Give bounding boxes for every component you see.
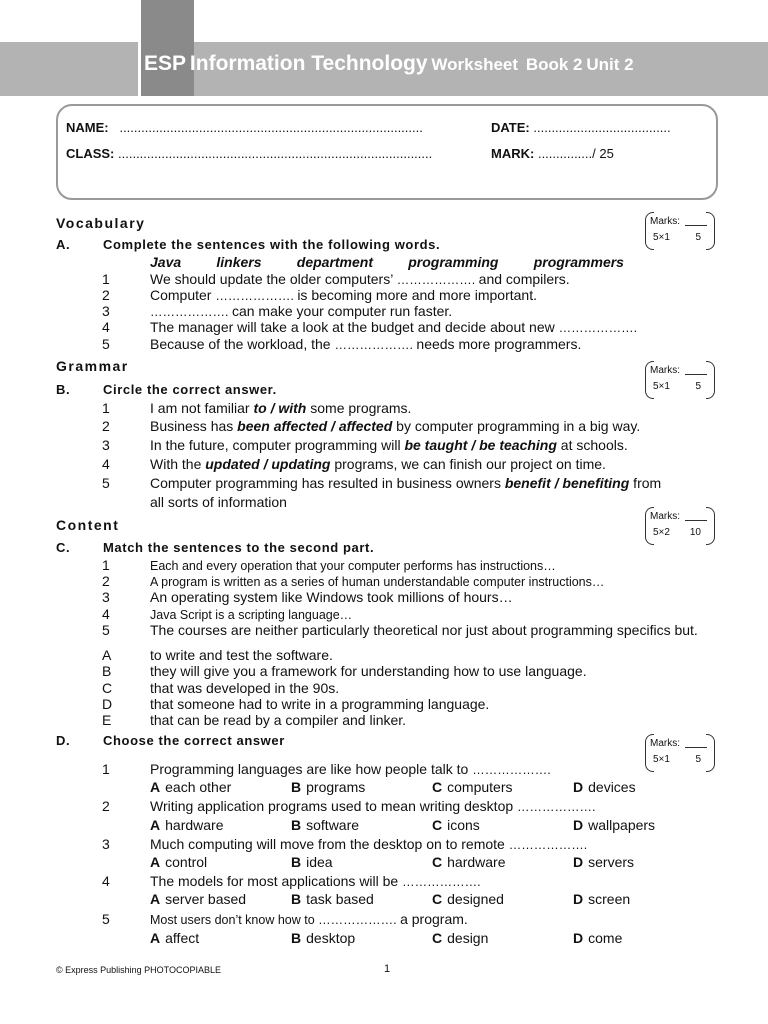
option-a[interactable]: A control <box>150 854 208 870</box>
grammar-item-5-continued: all sorts of information <box>150 494 287 510</box>
word-bank-item: department <box>296 254 373 270</box>
grammar-item[interactable]: 3 In the future, computer programming will be taught / be teaching at schools. <box>102 437 628 453</box>
marks-box-b: Marks: 5×1 5 <box>645 361 715 397</box>
vocab-item[interactable]: 5 Because of the workload, the ………………. needs more programmers. <box>102 336 582 352</box>
match-ending[interactable]: D that someone had to write in a programming language. <box>102 696 490 712</box>
option-b[interactable]: B software <box>291 817 360 833</box>
class-line[interactable]: CLASS: ....................................................................................... <box>66 146 433 161</box>
word-bank-item: Java <box>150 254 182 270</box>
grammar-item[interactable]: 5 Computer programming has resulted in business owners benefit / benefiting from <box>102 475 662 491</box>
vocab-item[interactable]: 4 The manager will take a look at the budget and decide about new ………………. <box>102 319 638 335</box>
name-line[interactable]: NAME: .................................................................................... <box>66 120 423 135</box>
answer-choice: benefit / benefiting <box>504 475 630 491</box>
option-c[interactable]: C design <box>432 930 489 946</box>
vocab-item[interactable]: 3 ………………. can make your computer run faster. <box>102 303 453 319</box>
grammar-heading: Grammar <box>56 358 129 374</box>
match-ending[interactable]: B they will give you a framework for understanding how to use language. <box>102 663 587 679</box>
word-bank-item: programming <box>408 254 499 270</box>
option-d[interactable]: D servers <box>573 854 635 870</box>
option-a[interactable]: A hardware <box>150 817 224 833</box>
vocabulary-heading: Vocabulary <box>56 215 146 231</box>
match-item[interactable]: 1 Each and every operation that your computer performs has instructions… <box>102 557 556 573</box>
marks-box-a: Marks: 5×1 5 <box>645 212 715 248</box>
word-bank-item: linkers <box>216 254 262 270</box>
option-d[interactable]: D screen <box>573 891 631 907</box>
task-b-instruction: B. Circle the correct answer. <box>56 382 277 397</box>
page-title: ESP Information Technology Worksheet Book 2 Unit 2 <box>144 52 634 75</box>
answer-choice: been affected / affected <box>237 418 393 434</box>
match-ending[interactable]: A to write and test the software. <box>102 647 333 663</box>
choice-question: 2 Writing application programs used to mean writing desktop ………………. <box>102 798 596 814</box>
option-c[interactable]: C computers <box>432 779 513 795</box>
match-item[interactable]: 3 An operating system like Windows took millions of hours… <box>102 589 513 605</box>
header-divider <box>138 0 141 96</box>
date-line[interactable]: DATE: ...................................... <box>491 120 671 135</box>
answer-choice: updated / updating <box>205 456 331 472</box>
option-b[interactable]: B idea <box>291 854 333 870</box>
match-ending[interactable]: E that can be read by a compiler and linker. <box>102 712 407 728</box>
header-tab <box>138 0 194 96</box>
word-bank <box>150 254 624 270</box>
grammar-item[interactable]: 1 I am not familiar to / with some programs. <box>102 400 412 416</box>
content-heading: Content <box>56 517 120 533</box>
option-b[interactable]: B desktop <box>291 930 356 946</box>
match-item[interactable]: 4 Java Script is a scripting language… <box>102 606 353 622</box>
option-b[interactable]: B programs <box>291 779 366 795</box>
grammar-item[interactable]: 4 With the updated / updating programs, we can finish our project on time. <box>102 456 606 472</box>
choice-question: 3 Much computing will move from the desktop on to remote ………………. <box>102 836 588 852</box>
option-c[interactable]: C hardware <box>432 854 506 870</box>
match-item[interactable]: 5 The courses are neither particularly theoretical nor just about programming specifics but. <box>102 622 698 638</box>
option-c[interactable]: C icons <box>432 817 480 833</box>
marks-box-c: Marks: 5×2 10 <box>645 507 715 543</box>
task-a-instruction: A. Complete the sentences with the following words. <box>56 237 441 252</box>
answer-choice: be taught / be teaching <box>404 437 557 453</box>
grammar-item[interactable]: 2 Business has been affected / affected by computer programming in a big way. <box>102 418 641 434</box>
option-d[interactable]: D wallpapers <box>573 817 656 833</box>
mark-line[interactable]: MARK: .............../ 25 <box>491 146 614 161</box>
marks-box-d: Marks: 5×1 5 <box>645 734 715 770</box>
option-d[interactable]: D devices <box>573 779 636 795</box>
copyright-notice: © Express Publishing PHOTOCOPIABLE <box>56 965 222 975</box>
choice-question: 1 Programming languages are like how people talk to ………………. <box>102 761 551 777</box>
page-number: 1 <box>384 963 391 975</box>
task-d-instruction: D. Choose the correct answer <box>56 733 285 748</box>
choice-question: 4 The models for most applications will be ………………. <box>102 873 481 889</box>
option-a[interactable]: A server based <box>150 891 247 907</box>
task-c-instruction: C. Match the sentences to the second part. <box>56 540 375 555</box>
option-b[interactable]: B task based <box>291 891 374 907</box>
choice-question: 5 Most users don’t know how to ………………. a program. <box>102 911 468 927</box>
match-item[interactable]: 2 A program is written as a series of human understandable computer instructions… <box>102 573 605 589</box>
word-bank-item: programmers <box>533 254 624 270</box>
vocab-item[interactable]: 1 We should update the older computers’ ………………. and compilers. <box>102 271 570 287</box>
match-ending[interactable]: C that was developed in the 90s. <box>102 680 340 696</box>
option-a[interactable]: A affect <box>150 930 200 946</box>
option-d[interactable]: D come <box>573 930 623 946</box>
answer-choice: to / with <box>253 400 307 416</box>
option-a[interactable]: A each other <box>150 779 232 795</box>
option-c[interactable]: C designed <box>432 891 504 907</box>
vocab-item[interactable]: 2 Computer ………………. is becoming more and more important. <box>102 287 537 303</box>
